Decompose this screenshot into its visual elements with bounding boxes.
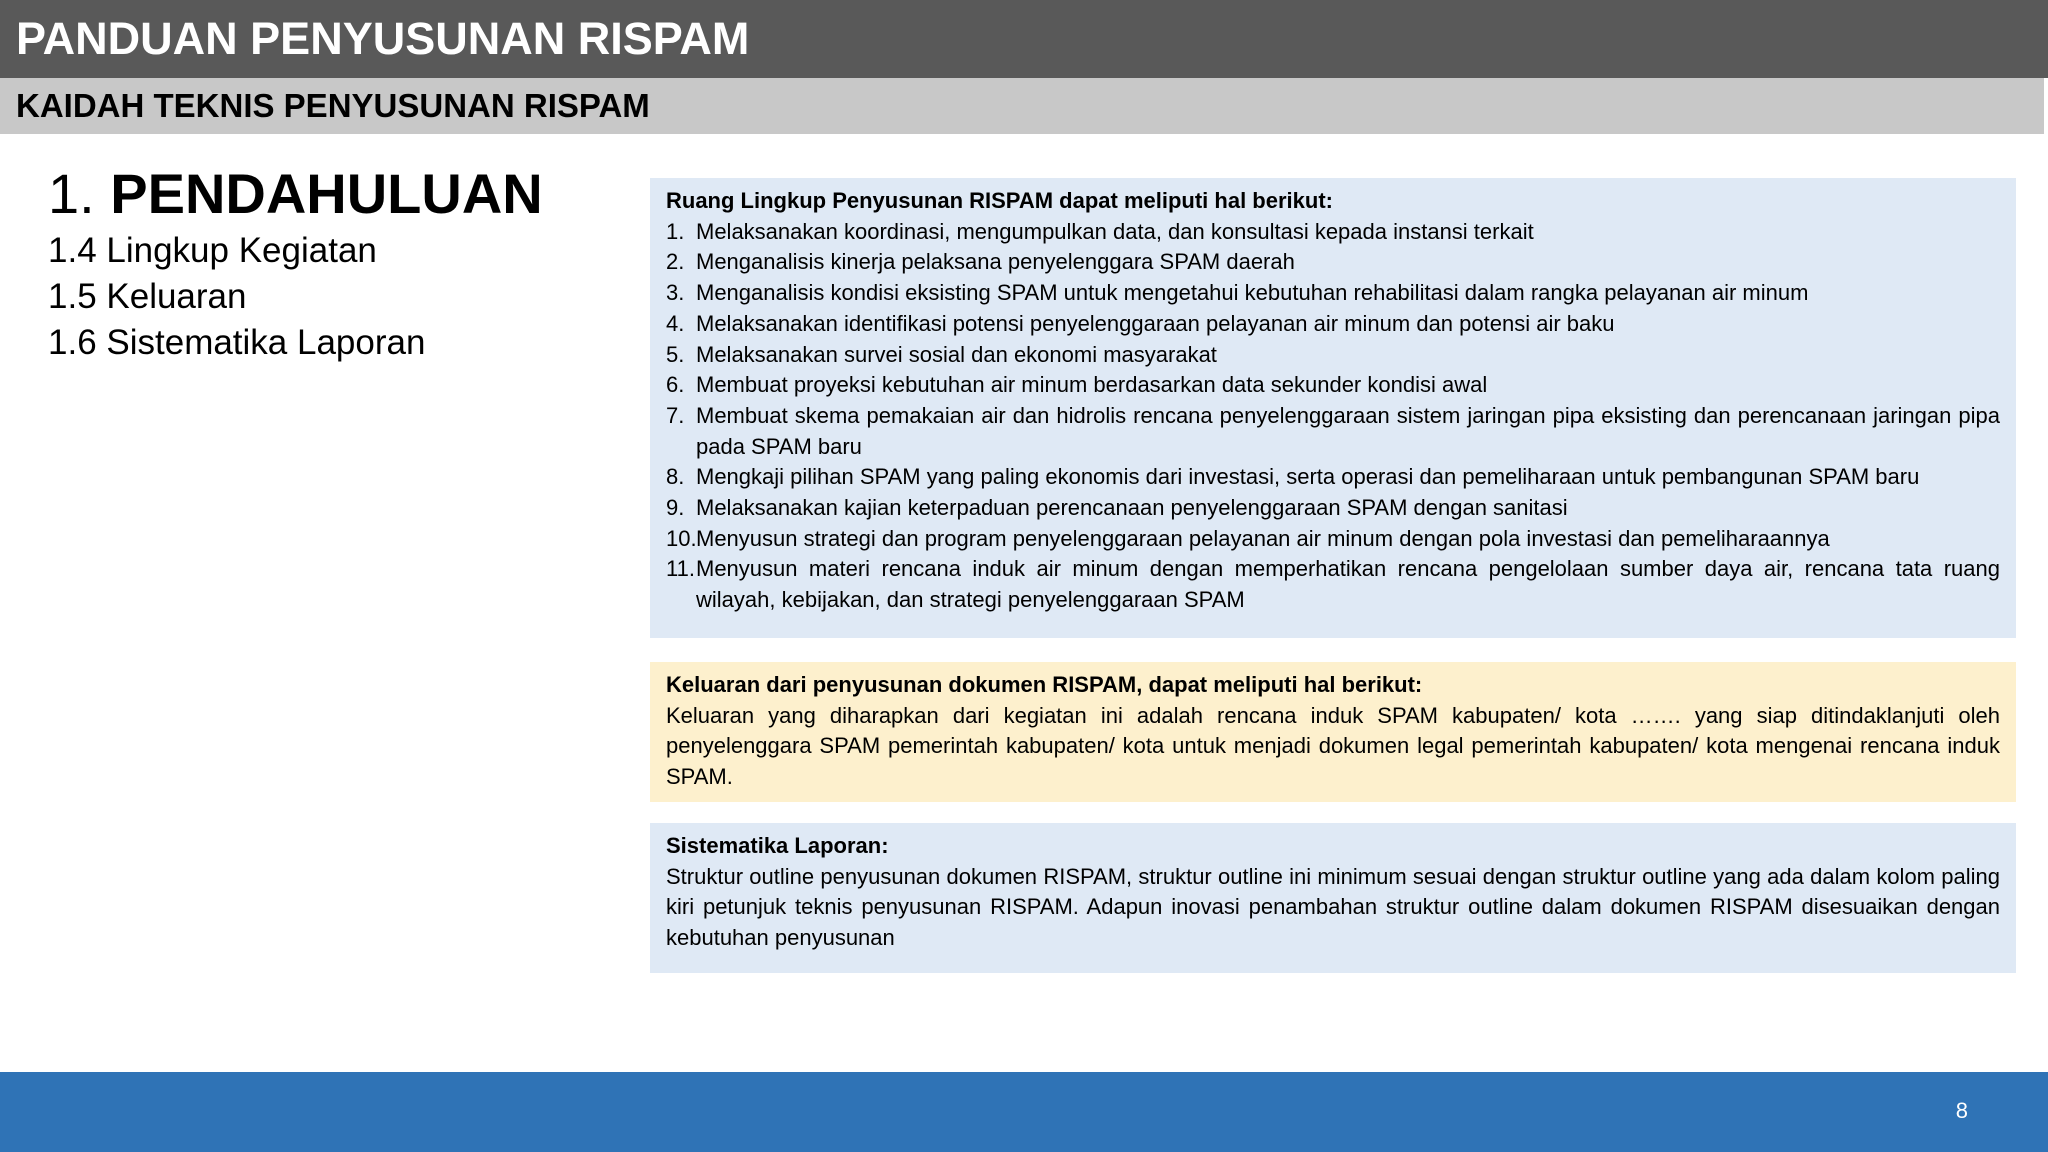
section-outline <box>48 160 608 366</box>
list-item <box>666 278 2000 309</box>
list-item-number: 5. <box>666 341 685 367</box>
list-item-number: 3. <box>666 280 685 306</box>
toc-item-lingkup: 1.4 Lingkup Kegiatan <box>48 231 377 270</box>
section-heading <box>48 160 608 228</box>
footer-bar <box>0 1072 2048 1152</box>
list-item-text: Menyusun strategi dan program penyelenggaraan pelayanan air minum dengan pola investasi dan pemeliharaannya <box>696 525 1830 551</box>
slide-title: PANDUAN PENYUSUNAN RISPAM <box>16 13 750 64</box>
list-item-number: 10. <box>666 525 697 551</box>
output-box-text: Keluaran yang diharapkan dari kegiatan ini adalah rencana induk SPAM kabupaten/ kota ……. yang siap ditindaklanjuti oleh penyelenggara SPAM pemerintah kabupaten/ kota untuk menjadi dokumen legal pemerintah kabupaten/ kota mengenai rencana induk SPAM. <box>666 702 2000 790</box>
output-box-title: Keluaran dari penyusunan dokumen RISPAM, dapat meliputi hal berikut: <box>666 672 1423 697</box>
list-item-text: Melaksanakan kajian keterpaduan perencanaan penyelenggaraan SPAM dengan sanitasi <box>696 495 1568 521</box>
list-item-number: 1. <box>666 218 685 244</box>
list-item-number: 4. <box>666 310 685 336</box>
scope-list <box>666 217 2000 616</box>
toc-item-keluaran: 1.5 Keluaran <box>48 277 247 316</box>
report-box-title: Sistematika Laporan: <box>666 833 889 858</box>
slide-subtitle: KAIDAH TEKNIS PENYUSUNAN RISPAM <box>16 87 650 124</box>
list-item-text: Melaksanakan survei sosial dan ekonomi masyarakat <box>696 341 1217 367</box>
list-item <box>666 370 2000 401</box>
list-item-text: Melaksanakan koordinasi, mengumpulkan data, dan konsultasi kepada instansi terkait <box>696 218 1534 244</box>
list-item-number: 6. <box>666 372 685 398</box>
output-box <box>650 662 2016 802</box>
list-item-text: Menganalisis kinerja pelaksana penyelenggara SPAM daerah <box>696 249 1295 275</box>
list-item-text: Menyusun materi rencana induk air minum dengan memperhatikan rencana pengelolaan sumber daya air, rencana tata ruang wilayah, kebijakan, dan strategi penyelenggaraan SPAM <box>696 556 2000 613</box>
toc-item-sistematika: 1.6 Sistematika Laporan <box>48 323 426 362</box>
list-item <box>666 340 2000 371</box>
title-bar <box>0 0 2048 78</box>
list-item-text: Membuat proyeksi kebutuhan air minum berdasarkan data sekunder kondisi awal <box>696 372 1488 398</box>
report-box-text: Struktur outline penyusunan dokumen RISPAM, struktur outline ini minimum sesuai dengan struktur outline yang ada dalam kolom paling kiri petunjuk teknis penyusunan RISPAM. Adapun inovasi penambahan struktur outline dalam dokumen RISPAM disesuaikan dengan kebutuhan penyusunan <box>666 863 2000 951</box>
list-item <box>666 493 2000 524</box>
section-number: 1. <box>48 162 95 225</box>
list-item <box>666 554 2000 615</box>
list-item <box>666 401 2000 462</box>
section-name: PENDAHULUAN <box>110 162 543 225</box>
page-number: 8 <box>1955 1098 1968 1123</box>
list-item <box>666 524 2000 555</box>
list-item <box>666 462 2000 493</box>
list-item <box>666 217 2000 248</box>
list-item-number: 7. <box>666 402 685 428</box>
scope-box-title: Ruang Lingkup Penyusunan RISPAM dapat meliputi hal berikut: <box>666 188 1333 213</box>
list-item <box>666 309 2000 340</box>
report-box <box>650 823 2016 973</box>
list-item-number: 9. <box>666 495 685 521</box>
list-item <box>666 247 2000 278</box>
list-item-text: Melaksanakan identifikasi potensi penyelenggaraan pelayanan air minum dan potensi air baku <box>696 310 1615 336</box>
list-item-number: 8. <box>666 464 685 490</box>
list-item-number: 2. <box>666 249 685 275</box>
scope-box <box>650 178 2016 638</box>
list-item-number: 11. <box>666 556 695 582</box>
list-item-text: Membuat skema pemakaian air dan hidrolis rencana penyelenggaraan sistem jaringan pipa eksisting dan perencanaan jaringan pipa pada SPAM baru <box>696 402 2000 459</box>
list-item-text: Menganalisis kondisi eksisting SPAM untuk mengetahui kebutuhan rehabilitasi dalam rangka pelayanan air minum <box>696 280 1809 306</box>
subtitle-bar <box>0 78 2044 134</box>
list-item-text: Mengkaji pilihan SPAM yang paling ekonomis dari investasi, serta operasi dan pemeliharaan untuk pembangunan SPAM baru <box>696 464 1920 490</box>
